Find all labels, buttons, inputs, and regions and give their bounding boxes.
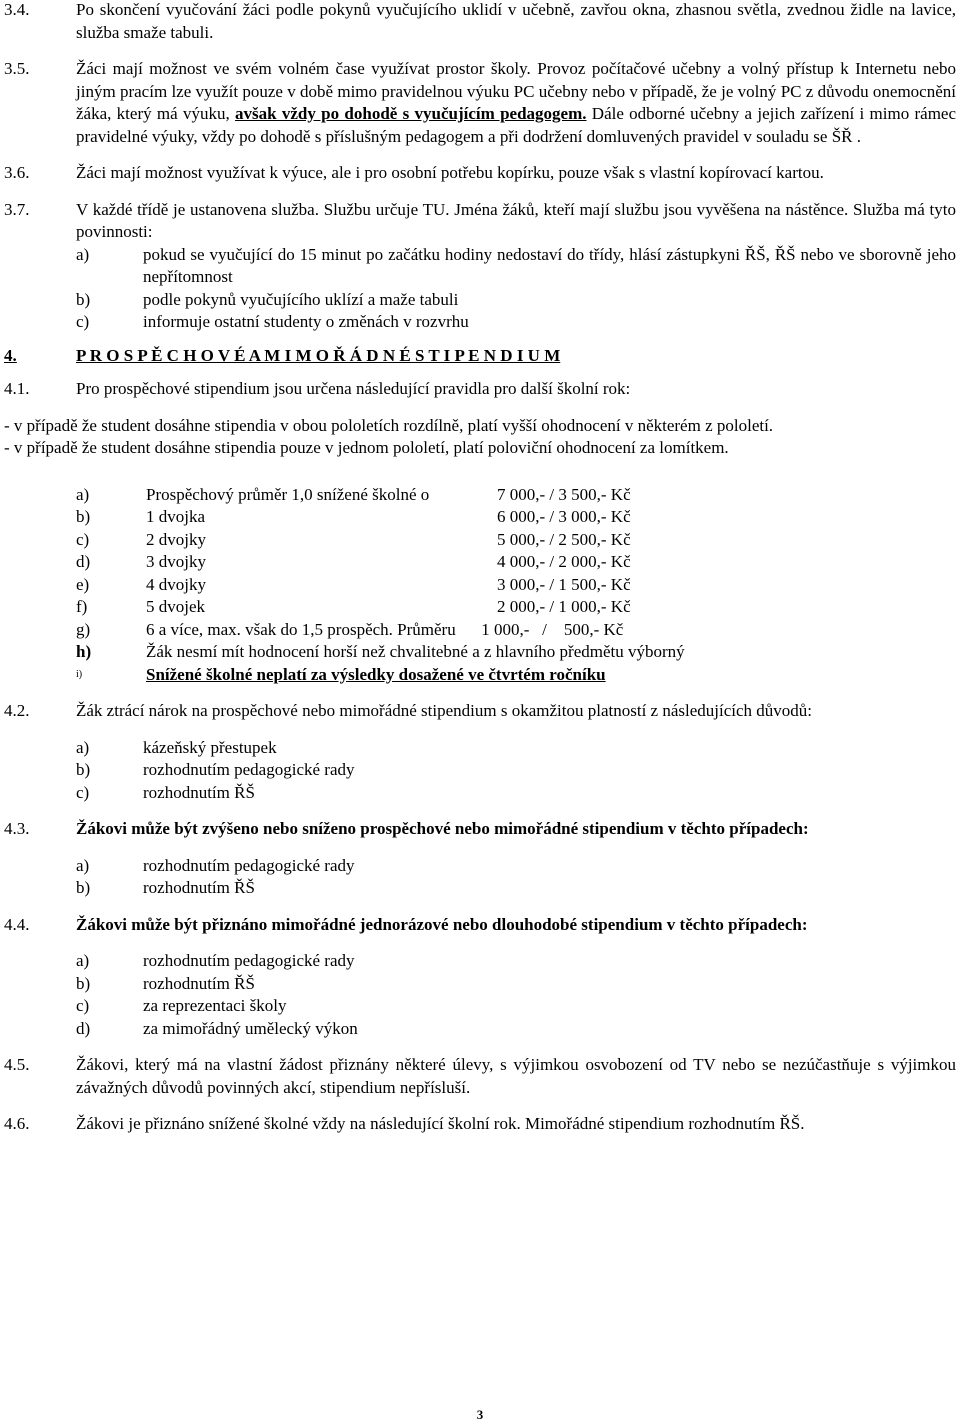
section-4-4 bbox=[4, 914, 956, 1041]
row-value: 3 000,- / 1 500,- Kč bbox=[497, 574, 631, 594]
heading-number: 4. bbox=[4, 345, 17, 365]
emphasis-text: avšak vždy po dohodě s vyučujícím pedagogem. bbox=[235, 104, 587, 123]
list-text: za reprezentaci školy bbox=[143, 996, 287, 1015]
heading-title: P R O S P Ě C H O V É A M I M O Ř Á D N É S T I P E N D I U M bbox=[76, 345, 561, 365]
section-3-6 bbox=[4, 162, 956, 185]
section-4-2 bbox=[4, 700, 956, 804]
section-text: V každé třídě je ustanovena služba. Službu určuje TU. Jména žáků, kteří mají službu jsou vyvěšena na nástěnce. Služba má tyto povinnosti: bbox=[76, 199, 956, 241]
list-label: c) bbox=[76, 996, 90, 1015]
section-heading bbox=[4, 345, 956, 368]
row-desc: Prospěchový průměr 1,0 snížené školné o bbox=[146, 484, 430, 504]
row-value: 4 000,- / 2 000,- Kč bbox=[497, 552, 631, 571]
row-value: 7 000,- / 3 500,- Kč bbox=[497, 484, 631, 504]
section-text: Žákovi je přiznáno snížené školné vždy na následující školní rok. Mimořádné stipendium rozhodnutím ŘŠ. bbox=[76, 1114, 805, 1133]
row-text: Žák nesmí mít hodnocení horší než chvalitebné a z hlavního předmětu výborný bbox=[146, 642, 685, 661]
section-text: Žákovi může být přiznáno mimořádné jednorázové nebo dlouhodobé stipendium v těchto případech: bbox=[76, 914, 808, 934]
section-3-4 bbox=[4, 0, 956, 44]
list-label: d) bbox=[76, 1018, 91, 1038]
row-label: b) bbox=[76, 507, 91, 526]
list-item bbox=[76, 311, 956, 334]
row-label: i) bbox=[76, 668, 83, 680]
table-row bbox=[76, 574, 956, 597]
row-label: c) bbox=[76, 529, 90, 549]
row-desc: 4 dvojky bbox=[146, 574, 206, 594]
section-4-5 bbox=[4, 1054, 956, 1099]
section-4-6 bbox=[4, 1113, 956, 1136]
section-text: Žáci mají možnost využívat k výuce, ale i pro osobní potřebu kopírku, pouze však s vlastní kopírovací kartou. bbox=[76, 163, 824, 182]
row-text: Snížené školné neplatí za výsledky dosažené ve čtvrtém ročníku bbox=[146, 664, 606, 684]
section-text: Žákovi může být zvýšeno nebo sníženo prospěchové nebo mimořádné stipendium v těchto případech: bbox=[76, 819, 809, 838]
row-value: 6 000,- / 3 000,- Kč bbox=[497, 507, 631, 526]
row-label: a) bbox=[76, 484, 90, 504]
section-4-3 bbox=[4, 818, 956, 900]
document-page bbox=[4, 0, 956, 1136]
table-row bbox=[76, 484, 956, 507]
list bbox=[76, 855, 956, 900]
list-text: rozhodnutím ŘŠ bbox=[143, 878, 255, 897]
section-number: 4.4. bbox=[4, 914, 30, 934]
list-label: b) bbox=[76, 760, 91, 779]
row-desc: 2 dvojky bbox=[146, 529, 206, 549]
row-label: d) bbox=[76, 552, 91, 571]
list-text: rozhodnutím ŘŠ bbox=[143, 973, 255, 993]
list-label: c) bbox=[76, 782, 90, 802]
rule-note: - v případě že student dosáhne stipendia v obou pololetích rozdílně, platí vyšší ohodnocení v některém z pololetí. bbox=[4, 415, 774, 435]
row-label: f) bbox=[76, 597, 88, 616]
list-label: a) bbox=[76, 737, 90, 757]
section-number: 4.2. bbox=[4, 701, 30, 720]
list-item bbox=[76, 244, 956, 289]
page-number: 3 bbox=[476, 1407, 484, 1422]
section-text-part: Dále odborné učebny a jejich zařízení i mimo rámec pravidelné výuky, vždy po dohodě s příslušným pedagogem a při dodržení domluvených pravidel v souladu se ŠŘ . bbox=[76, 104, 957, 146]
table-row bbox=[76, 619, 956, 642]
section-number: 4.6. bbox=[4, 1114, 30, 1133]
list-label: a) bbox=[76, 244, 90, 264]
list-text: rozhodnutím pedagogické rady bbox=[143, 951, 355, 970]
table-row bbox=[76, 641, 956, 664]
list-label: c) bbox=[76, 312, 90, 331]
list-label: a) bbox=[76, 855, 90, 875]
list-text: za mimořádný umělecký výkon bbox=[143, 1018, 358, 1038]
rule-note: - v případě že student dosáhne stipendia pouze v jednom pololetí, platí poloviční ohodnocení za lomítkem. bbox=[4, 438, 729, 457]
section-number: 3.4. bbox=[4, 0, 30, 19]
list-label: b) bbox=[76, 289, 91, 309]
row-label: g) bbox=[76, 619, 91, 639]
row-text: 6 a více, max. však do 1,5 prospěch. Průměru 1 000,- / 500,- Kč bbox=[146, 619, 624, 639]
section-number: 4.3. bbox=[4, 819, 30, 838]
list-text: rozhodnutím pedagogické rady bbox=[143, 855, 355, 875]
section-text: Po skončení vyučování žáci podle pokynů vyučujícího uklidí v učebně, zavřou okna, zhasnou světla, zvednou židle na lavice, služba smaže tabuli. bbox=[76, 0, 956, 42]
list-item bbox=[76, 950, 956, 973]
list-text: informuje ostatní studenty o změnách v rozvrhu bbox=[143, 312, 469, 331]
row-label: e) bbox=[76, 574, 90, 594]
section-4-1 bbox=[4, 378, 956, 401]
section-number: 3.5. bbox=[4, 59, 30, 78]
list-item bbox=[76, 973, 956, 996]
row-desc: 1 dvojka bbox=[146, 507, 206, 526]
stipend-table bbox=[4, 484, 956, 687]
list-label: b) bbox=[76, 973, 91, 993]
row-desc: 5 dvojek bbox=[146, 597, 206, 616]
list-item bbox=[76, 995, 956, 1018]
list-item bbox=[76, 289, 956, 312]
section-3-5 bbox=[4, 58, 956, 148]
list-item bbox=[76, 877, 956, 900]
section-number: 4.5. bbox=[4, 1055, 30, 1074]
list bbox=[76, 737, 956, 805]
table-row bbox=[76, 664, 956, 687]
list-item bbox=[76, 759, 956, 782]
section-text: Žákovi, který má na vlastní žádost přiznány některé úlevy, s výjimkou osvobození od TV nebo se nezúčastňuje s výjimkou závažných důvodů povinných akcí, stipendium nepřísluší. bbox=[76, 1055, 956, 1097]
section-number: 3.6. bbox=[4, 163, 30, 182]
list-text: pokud se vyučující do 15 minut po začátku hodiny nedostaví do třídy, hlásí zástupkyni ŘŠ, ŘŠ nebo ve sborovně jeho nepřítomnost bbox=[143, 244, 956, 286]
list-item bbox=[76, 737, 956, 760]
section-number: 3.7. bbox=[4, 199, 30, 219]
list-label: b) bbox=[76, 878, 91, 897]
section-text-part: Žáci mají možnost ve svém volném čase využívat prostor školy. Provoz počítačové učebny a volný přístup k Internetu nebo jiným pracím lze využít pouze v době mimo pravidelnou výuku PC učebny nebo v případě, že je volný PC z důvodu onemocnění žáka, který má výuku, bbox=[76, 59, 956, 123]
section-3-7 bbox=[4, 199, 956, 334]
section-text: Žák ztrácí nárok na prospěchové nebo mimořádné stipendium s okamžitou platností z následujících důvodů: bbox=[76, 701, 812, 720]
list-item bbox=[76, 1018, 956, 1041]
list-item bbox=[76, 782, 956, 805]
row-value: 2 000,- / 1 000,- Kč bbox=[497, 597, 631, 616]
section-text: Pro prospěchové stipendium jsou určena následující pravidla pro další školní rok: bbox=[76, 379, 631, 398]
table-row bbox=[76, 529, 956, 552]
list-label: a) bbox=[76, 951, 90, 970]
table-row bbox=[76, 596, 956, 619]
section-number: 4.1. bbox=[4, 379, 30, 398]
list-text: kázeňský přestupek bbox=[143, 737, 277, 757]
row-label: h) bbox=[76, 642, 92, 661]
table-row bbox=[76, 551, 956, 574]
list-text: podle pokynů vyučujícího uklízí a maže tabuli bbox=[143, 289, 459, 309]
table-row bbox=[76, 506, 956, 529]
row-value: 5 000,- / 2 500,- Kč bbox=[497, 529, 631, 549]
list-text: rozhodnutím pedagogické rady bbox=[143, 760, 355, 779]
list-item bbox=[76, 855, 956, 878]
list-text: rozhodnutím ŘŠ bbox=[143, 782, 255, 802]
row-desc: 3 dvojky bbox=[146, 552, 206, 571]
list bbox=[76, 950, 956, 1040]
section-text bbox=[76, 58, 956, 148]
